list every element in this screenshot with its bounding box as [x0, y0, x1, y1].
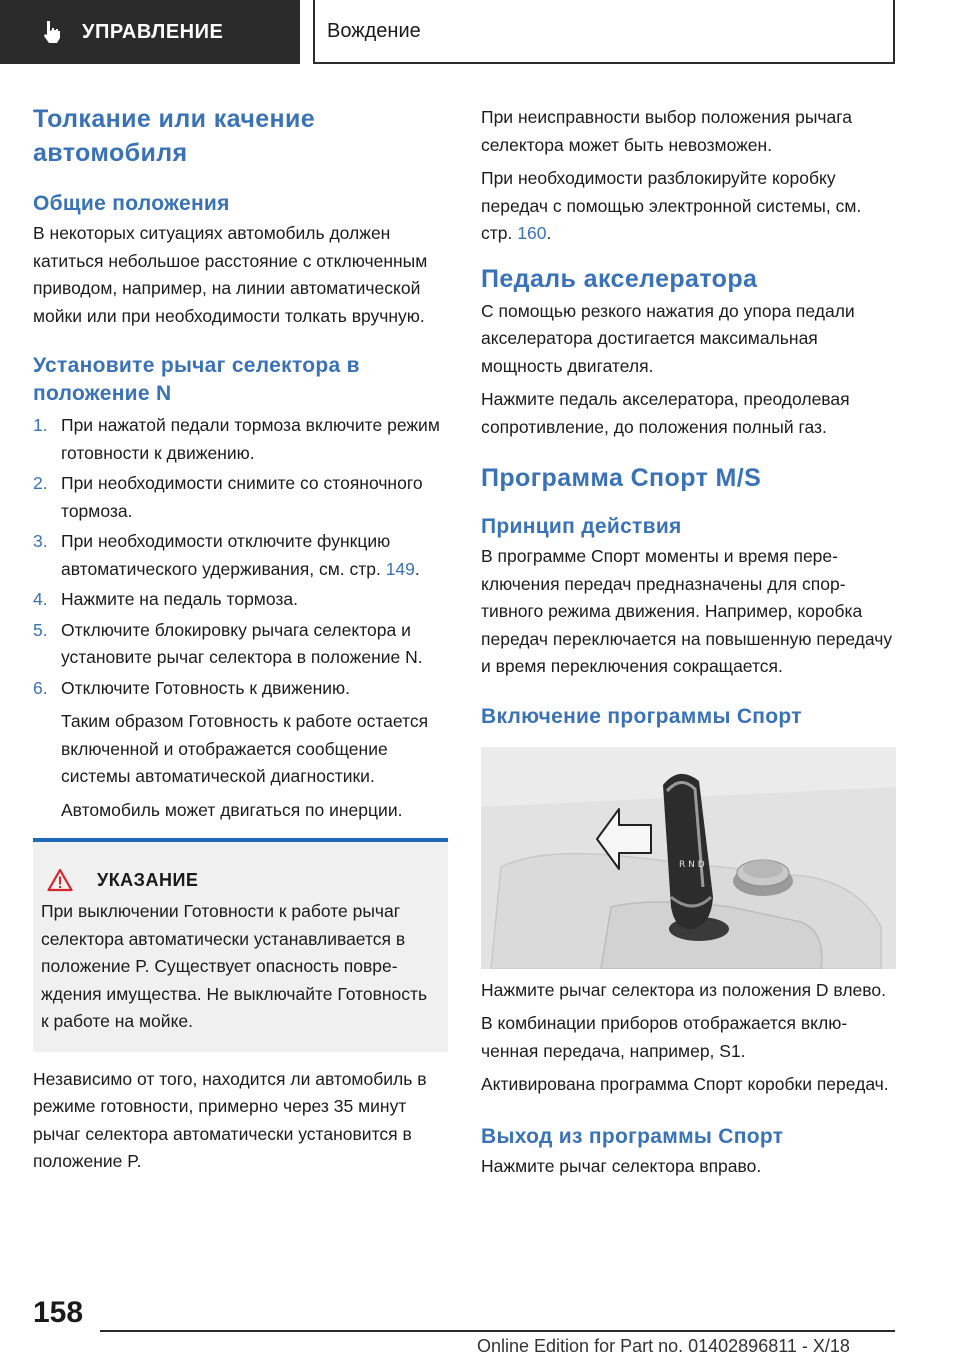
step6-extra-2: Автомобиль может двигаться по инерции.: [61, 799, 403, 820]
step-number: 2.: [33, 473, 48, 493]
right-column: [481, 104, 896, 1180]
page-link[interactable]: 149: [385, 558, 415, 579]
step-number: 6.: [33, 677, 48, 698]
notice-header: [47, 868, 436, 892]
page-number: 158: [33, 1296, 84, 1329]
hand-pointer-icon: [38, 18, 66, 46]
principle-text: В программе Спорт моменты и время переключения передач предназначены для спортивного режима движения. Например, коробка передач переключается на повышенную передачу и время переключения сокращается.: [481, 546, 893, 676]
step-number: 1.: [33, 415, 48, 435]
accel-heading: Педаль акселератора: [481, 264, 758, 293]
list-item: [33, 586, 448, 614]
notice-text: При выключении Готовности к работе рычаг селектора автоматически устанавливается в положение P. Существует опасность повреждения имущества. Не выключайте Готовность к работе на мойке.: [41, 901, 428, 1031]
exit-text: Нажмите рычаг селектора вправо.: [481, 1155, 762, 1176]
notice-title: УКАЗАНИЕ: [97, 869, 199, 890]
exit-heading: Выход из программы Спорт: [481, 1124, 784, 1148]
general-text: В некоторых ситуациях автомобиль должен катиться небольшое расстояние с отключенным приводом, например, на линии автоматической мойки или при необходимости толкать вручную.: [33, 223, 428, 326]
enable-heading: Включение программы Спорт: [481, 704, 802, 728]
list-item: [33, 675, 448, 703]
general-heading: Общие положения: [33, 192, 230, 215]
step-text: [61, 528, 448, 583]
accel-text-1: С помощью резкого нажатия до упора педали акселератора достигается максимальная мощность двигателя.: [481, 300, 855, 376]
subsection-title: Вождение: [327, 19, 421, 42]
step-text: При нажатой педали тормоза включите режим готовности к движению.: [61, 415, 440, 463]
list-item: [33, 470, 448, 525]
step-text: Нажмите на педаль тормоза.: [61, 589, 298, 609]
unlock-text-part: При необходимости разблокируйте коробку передач с помощью электронной системы, см. стр.: [481, 168, 862, 243]
step-text-part: При необходимости отключите функцию автоматического удерживания, см. стр.: [61, 531, 391, 579]
section-header: [0, 0, 300, 64]
edition-text: Online Edition for Part no. 01402896811 - X/18: [477, 1336, 850, 1356]
notice-box: [33, 838, 448, 1052]
n-heading: Установите рычаг селектора в положение N: [33, 354, 360, 405]
enable-text-2: В комбинации приборов отображается включенная передача, например, S1.: [481, 1013, 848, 1061]
subsection-header: [313, 0, 895, 64]
page-title: Толкание или качение автомобиля: [33, 105, 316, 167]
step-text: Отключите Готовность к движению.: [61, 677, 351, 698]
list-item: [33, 617, 448, 672]
step-text: Отключите блокировку рычага селектора и установите рычаг селектора в положение N.: [61, 619, 423, 667]
step-number: 4.: [33, 589, 48, 609]
warning-icon: [47, 868, 73, 892]
steps-list: [33, 412, 448, 702]
unlock-text-2: [481, 165, 896, 248]
sport-heading: Программа Спорт M/S: [481, 464, 762, 492]
step-number: 3.: [33, 531, 48, 551]
enable-text-3: Активирована программа Спорт коробки передач.: [481, 1074, 889, 1094]
section-title: УПРАВЛЕНИЕ: [82, 20, 224, 43]
unlock-text-1: При неисправности выбор положения рычага селектора может быть невозможен.: [481, 107, 853, 155]
step-number: 5.: [33, 619, 48, 640]
list-item: [33, 412, 448, 467]
step-text: При необходимости снимите со стояночного тормоза.: [61, 473, 423, 521]
principle-heading: Принцип действия: [481, 515, 682, 538]
unlock-text-end: .: [546, 223, 552, 243]
enable-text-1: Нажмите рычаг селектора из положения D влево.: [481, 979, 886, 1000]
step-text-end: .: [414, 558, 420, 579]
footer-divider: [100, 1330, 895, 1332]
svg-text:R N D: R N D: [679, 859, 705, 870]
step6-extra-1: Таким образом Готовность к работе остается включенной и отображается сообщение системы автоматической диагностики.: [61, 711, 429, 786]
after-notice-text: Независимо от того, находится ли автомобиль в режиме готовности, примерно через 35 минут рычаг селектора автоматически установится в положение P.: [33, 1068, 427, 1171]
left-column: [33, 100, 448, 1176]
page-link[interactable]: 160: [517, 223, 547, 243]
gear-selector-illustration: [481, 747, 896, 969]
accel-text-2: Нажмите педаль акселератора, преодолевая сопротивление, до положения полный газ.: [481, 389, 850, 437]
list-item: [33, 528, 448, 583]
